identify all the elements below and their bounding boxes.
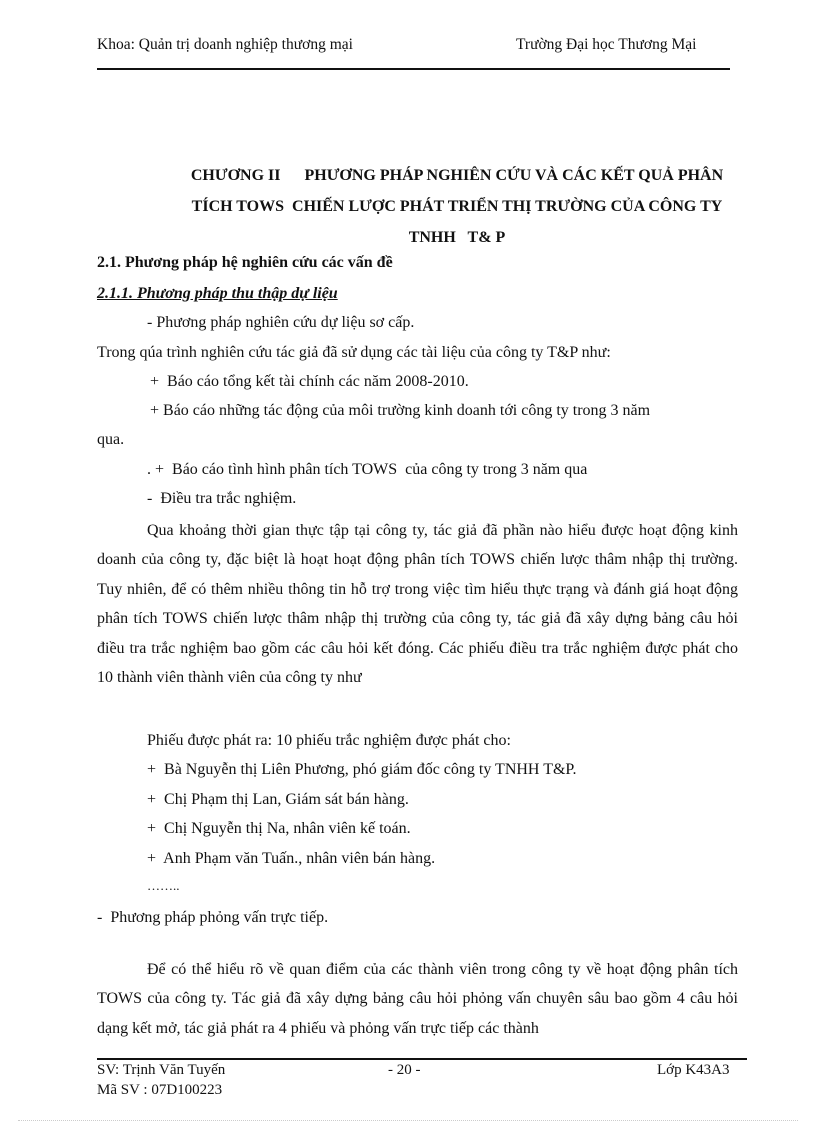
method-survey: - Điều tra trắc nghiệm. [147, 490, 297, 507]
footer-class: Lớp K43A3 [657, 1062, 730, 1078]
recipient-item: + Anh Phạm văn Tuấn., nhân viên bán hàng. [147, 850, 436, 867]
documents-intro: Trong qúa trình nghiên cứu tác giả đã sử dụng các tài liệu của công ty T&P như: [97, 344, 611, 361]
header-faculty: Khoa: Quản trị doanh nghiệp thương mại [97, 36, 353, 53]
header-university: Trường Đại học Thương Mại [516, 36, 697, 53]
chapter-title-line-1: CHƯƠNG II PHƯƠNG PHÁP NGHIÊN CỨU VÀ CÁC KẾT QUẢ PHÂN [190, 167, 724, 184]
chapter-title-line-2: TÍCH TOWS CHIẾN LƯỢC PHÁT TRIỂN THỊ TRƯỜNG CỦA CÔNG TY [191, 198, 723, 215]
paragraph-interview: Để có thể hiểu rõ về quan điểm của các thành viên trong công ty về hoạt động phân tích TOWS của công ty. Tác giả đã xây dựng bảng câu hỏi phỏng vấn chuyên sâu bao gồm 4 câu hỏi dạng kết mở, tác giả phát ra 4 phiếu và phỏng vấn trực tiếp các thành [97, 961, 738, 1037]
paragraph-survey: Qua khoảng thời gian thực tập tại công ty, tác giả đã phần nào hiểu được hoạt động kinh doanh của công ty, đặc biệt là hoạt hoạt động phân tích TOWS chiến lược thâm nhập thị trường. Tuy nhiên, để có thêm nhiều thông tin hỗ trợ trong việc tìm hiểu thực trạng và đánh giá hoạt động phân tích TOWS chiến lược thâm nhập thị trường của công ty, tác giả đã xây dựng bảng câu hỏi điều tra trắc nghiệm bao gồm các câu hỏi kết đóng. Các phiếu điều tra trắc nghiệm được phát cho 10 thành viên thành viên của công ty như [97, 522, 738, 687]
recipient-item: + Chị Nguyễn thị Na, nhân viên kế toán. [147, 820, 411, 837]
survey-distribution: Phiếu được phát ra: 10 phiếu trắc nghiệm được phát cho: [147, 732, 511, 749]
chapter-title [97, 160, 816, 253]
subsection-heading: 2.1.1. Phương pháp thu thập dự liệu [97, 285, 338, 302]
method-interview: - Phương pháp phỏng vấn trực tiếp. [97, 909, 329, 926]
footer-student-id: Mã SV : 07D100223 [97, 1082, 223, 1098]
recipient-item: + Bà Nguyễn thị Liên Phương, phó giám đốc công ty TNHH T&P. [147, 761, 577, 778]
ellipsis: …….. [147, 878, 180, 893]
section-heading: 2.1. Phương pháp hệ nghiên cứu các vấn đề [97, 254, 393, 271]
footer-student: SV: Trịnh Văn Tuyến [97, 1062, 226, 1078]
page-edge [18, 1120, 798, 1121]
list-item-environment-report-cont: qua. [97, 431, 125, 448]
method-primary-data: - Phương pháp nghiên cứu dự liệu sơ cấp. [147, 314, 415, 331]
page-number: - 20 - [388, 1062, 421, 1078]
chapter-title-line-3: TNHH T& P [408, 229, 506, 246]
recipient-item: + Chị Phạm thị Lan, Giám sát bán hàng. [147, 791, 409, 808]
list-item-environment-report: + Báo cáo những tác động của môi trường kinh doanh tới công ty trong 3 năm [150, 402, 651, 419]
page-header [97, 36, 730, 58]
footer-rule [97, 1058, 747, 1060]
header-rule [97, 68, 730, 70]
list-item-tows-report: . + Báo cáo tình hình phân tích TOWS của công ty trong 3 năm qua [147, 461, 588, 478]
list-item-financial-report: + Báo cáo tổng kết tài chính các năm 2008-2010. [150, 373, 469, 390]
